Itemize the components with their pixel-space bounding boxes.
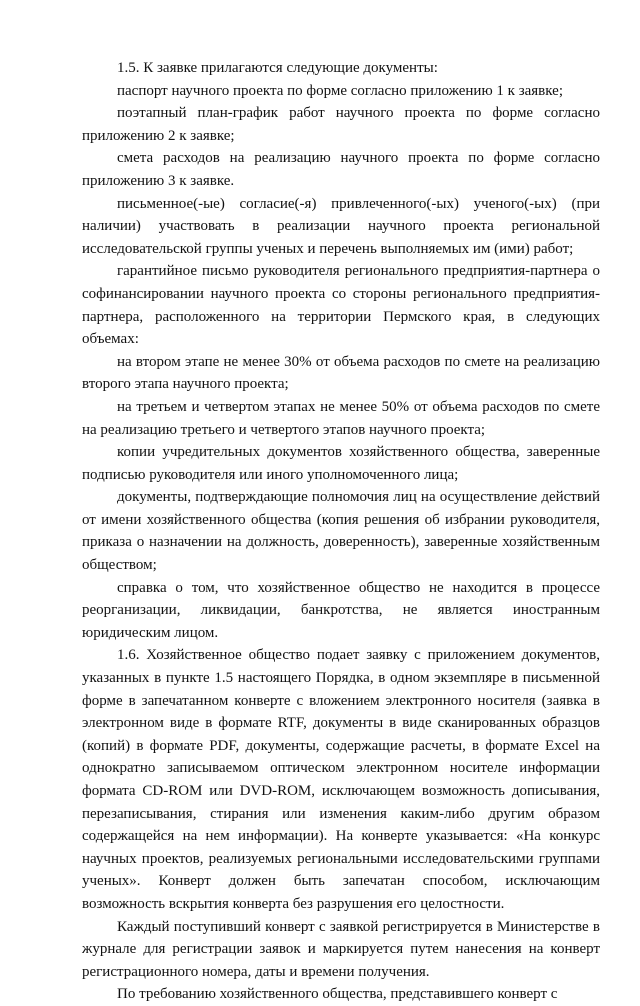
paragraph-estimate: смета расходов на реализацию научного проекта по форме согласно приложению 3 к заявке. (82, 150, 600, 189)
paragraph-third-fourth-stage: на третьем и четвертом этапах не менее 50% от объема расходов по смете на реализацию третьего и четвертого этапов научного проекта; (82, 398, 600, 438)
paragraph-founding-docs: копии учредительных документов хозяйственного общества, заверенные подписью руководителя или иного уполномоченного лица; (82, 444, 600, 483)
paragraph-1-6-submission: 1.6. Хозяйственное общество подает заявку с приложением документов, указанных в пункте 1.5 настоящего Порядка, в одном экземпляре в письменной форме в запечатанном конверте с вложением электронного носителя (заявка в электронном виде в формате RTF, документы в виде сканированных образцов (копий) в формате PDF, документы, содержащие расчеты, в формате Excel на однократно записываемом оптическом электронном носителе информации формата CD-ROM или DVD-ROM, исключающем возможность дописывания, перезаписывания, стирания или изменения каким-либо другим образом содержащейся на нем информации). На конверте указывается: «На конкурс научных проектов, реализуемых региональными исследовательскими группами ученых». Конверт должен быть запечатан способом, исключающим возможность вскрытия конверта без разрушения его целостности. (82, 647, 600, 912)
paragraph-on-request: По требованию хозяйственного общества, представившего конверт с (117, 986, 558, 1003)
paragraph-registration: Каждый поступивший конверт с заявкой регистрируется в Министерстве в журнале для регистрации заявок и маркируется путем нанесения на конверт регистрационного номера, даты и времени получения. (82, 918, 600, 980)
paragraph-passport: паспорт научного проекта по форме согласно приложению 1 к заявке; (117, 82, 563, 99)
document-page (82, 57, 600, 1006)
paragraph-second-stage: на втором этапе не менее 30% от объема расходов по смете на реализацию второго этапа научного проекта; (82, 353, 600, 393)
paragraph-consent: письменное(-ые) согласие(-я) привлеченного(-ых) ученого(-ых) (при наличии) участвовать в реализации научного проекта региональной исследовательской группы ученых и перечень выполняемых им (ими) работ; (82, 195, 600, 257)
paragraph-guarantee-letter: гарантийное письмо руководителя регионального предприятия-партнера о софинансировании научного проекта со стороны регионального предприятия-партнера, расположенного на территории Пермского края, в следующих объемах: (82, 263, 600, 348)
paragraph-schedule: поэтапный план-график работ научного проекта по форме согласно приложению 2 к заявке; (82, 105, 600, 144)
paragraph-1-5-heading: 1.5. К заявке прилагаются следующие документы: (117, 60, 438, 76)
paragraph-authority-docs: документы, подтверждающие полномочия лиц на осуществление действий от имени хозяйственного общества (копия решения об избрании руководителя, приказа о назначении на должность, доверенность), заверенные хозяйственным обществом; (82, 489, 600, 574)
paragraph-certificate: справка о том, что хозяйственное общество не находится в процессе реорганизации, ликвидации, банкротства, не является иностранным юридическим лицом. (82, 579, 600, 641)
